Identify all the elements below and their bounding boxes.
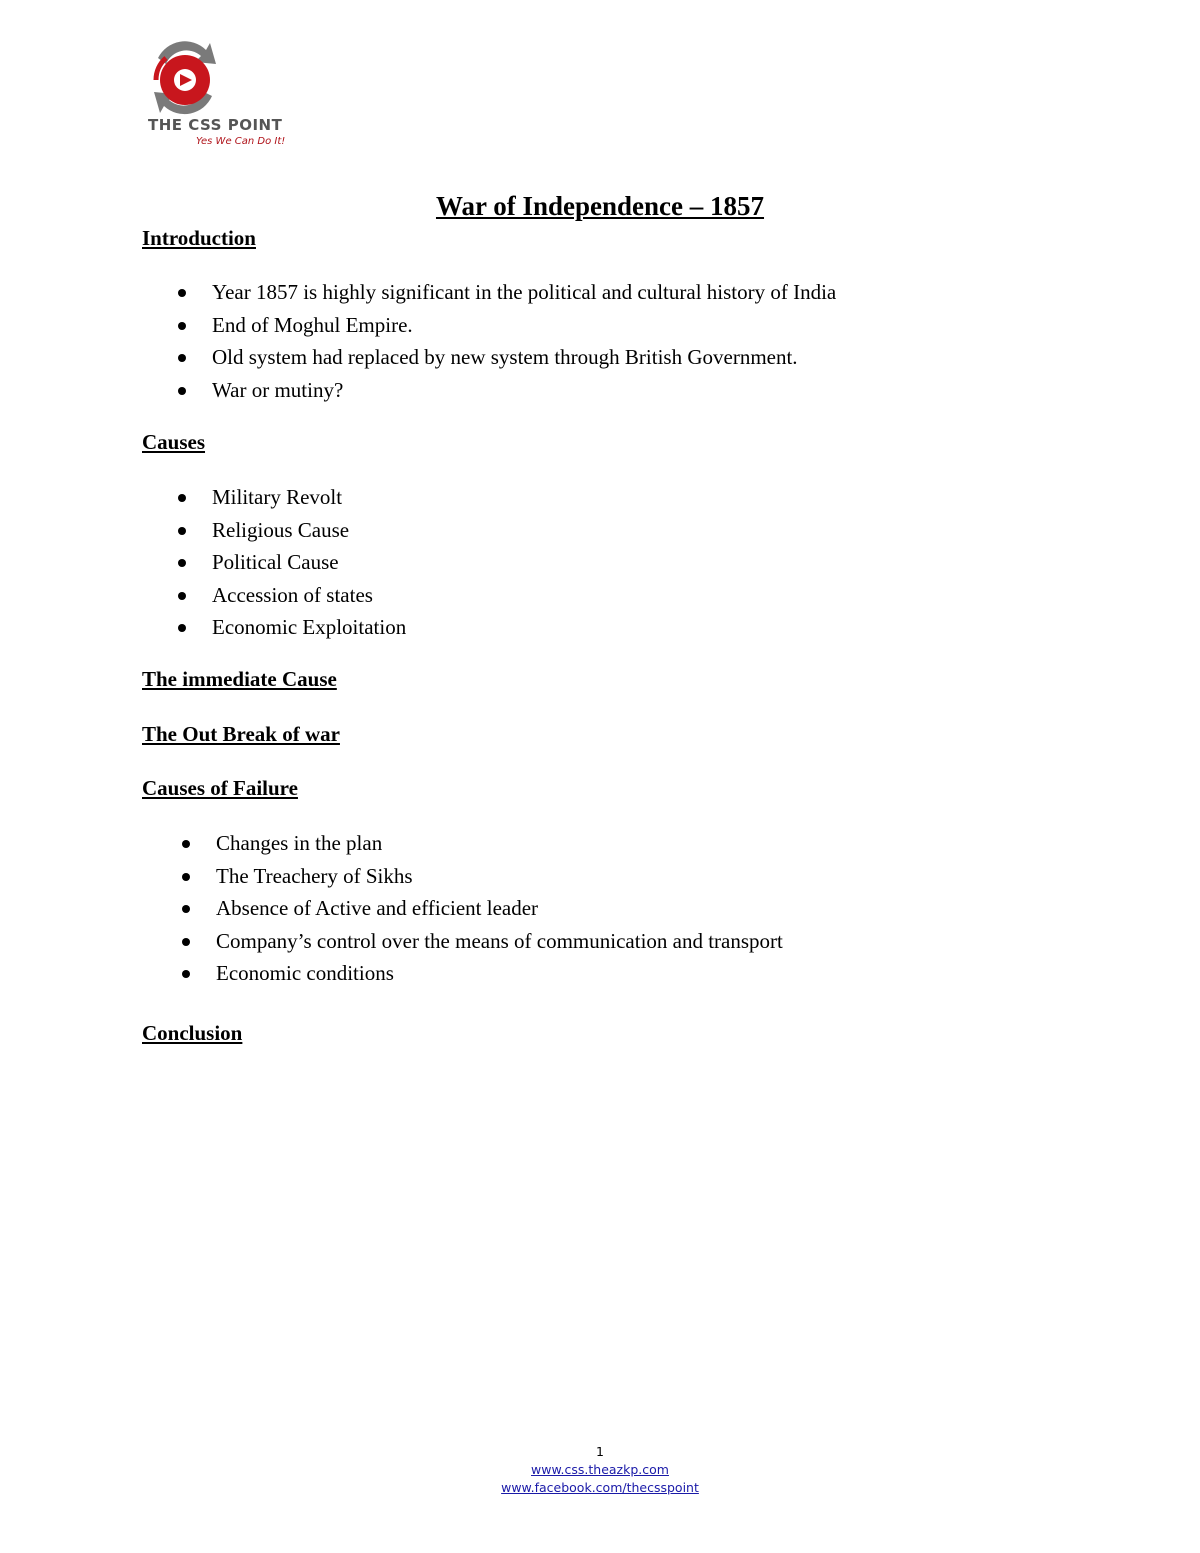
heading-causes: Causes bbox=[142, 430, 206, 454]
list-item: Religious Cause bbox=[212, 514, 406, 547]
list-item: Year 1857 is highly significant in the political and cultural history of India bbox=[212, 276, 836, 309]
bullet-icon bbox=[182, 970, 190, 978]
bullet-icon bbox=[182, 873, 190, 881]
list-item: Company’s control over the means of communication and transport bbox=[216, 925, 783, 958]
heading-outbreak: The Out Break of war bbox=[142, 722, 340, 746]
logo-title: THE CSS POINT bbox=[148, 116, 283, 134]
heading-introduction: Introduction bbox=[142, 226, 256, 250]
list-item: Economic conditions bbox=[216, 957, 783, 990]
list-item: Old system had replaced by new system through British Government. bbox=[212, 341, 836, 374]
bullet-icon bbox=[178, 387, 186, 395]
bullet-icon bbox=[178, 494, 186, 502]
page-number: 1 bbox=[596, 1444, 604, 1459]
footer-link-site[interactable]: www.css.theazkp.com bbox=[531, 1462, 669, 1477]
list-item: Political Cause bbox=[212, 546, 406, 579]
bullet-icon bbox=[182, 938, 190, 946]
bullet-icon bbox=[178, 322, 186, 330]
bullet-icon bbox=[178, 354, 186, 362]
logo-tagline: Yes We Can Do It! bbox=[196, 136, 286, 147]
heading-causes-of-failure: Causes of Failure bbox=[142, 776, 298, 800]
list-item: The Treachery of Sikhs bbox=[216, 860, 783, 893]
footer bbox=[0, 1443, 1200, 1497]
heading-conclusion: Conclusion bbox=[142, 1021, 243, 1045]
bullet-icon bbox=[178, 559, 186, 567]
bullet-icon bbox=[178, 624, 186, 632]
list-item: Military Revolt bbox=[212, 481, 406, 514]
introduction-list bbox=[212, 276, 836, 406]
bullet-icon bbox=[178, 289, 186, 297]
logo-emblem-icon bbox=[140, 40, 230, 120]
footer-link-facebook[interactable]: www.facebook.com/thecsspoint bbox=[501, 1480, 699, 1495]
list-item: War or mutiny? bbox=[212, 374, 836, 407]
bullet-icon bbox=[178, 592, 186, 600]
bullet-icon bbox=[178, 527, 186, 535]
list-item: Changes in the plan bbox=[216, 827, 783, 860]
list-item: Absence of Active and efficient leader bbox=[216, 892, 783, 925]
css-point-logo bbox=[140, 40, 310, 155]
causes-list bbox=[212, 481, 406, 644]
bullet-icon bbox=[182, 840, 190, 848]
bullet-icon bbox=[182, 905, 190, 913]
list-item: Accession of states bbox=[212, 579, 406, 612]
failure-list bbox=[216, 827, 783, 990]
list-item: Economic Exploitation bbox=[212, 611, 406, 644]
document-title: War of Independence – 1857 bbox=[435, 191, 765, 221]
heading-immediate-cause: The immediate Cause bbox=[142, 667, 337, 691]
list-item: End of Moghul Empire. bbox=[212, 309, 836, 342]
